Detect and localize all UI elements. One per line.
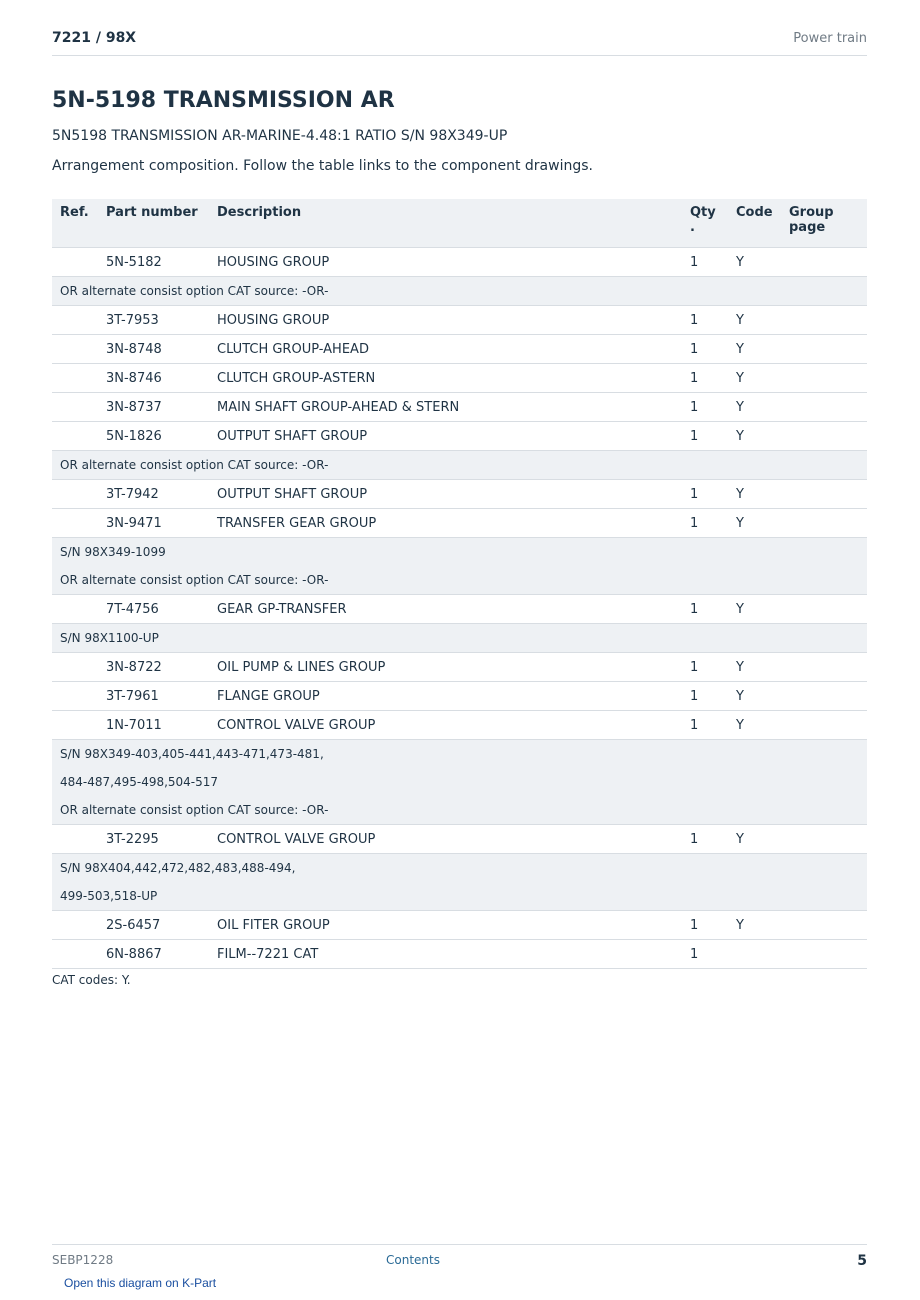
group-page-cell: [789, 595, 867, 624]
group-page-cell: [789, 682, 867, 711]
table-header-row: [52, 199, 867, 248]
col-header-qty: Qty .: [690, 199, 736, 248]
qty-cell: 1: [690, 248, 736, 277]
page-title: 5N-5198 TRANSMISSION AR: [52, 88, 395, 113]
table-row: [52, 393, 867, 422]
description-cell: OUTPUT SHAFT GROUP: [217, 422, 690, 451]
note-text: S/N 98X349-1099: [52, 538, 867, 567]
table-row: [52, 480, 867, 509]
qty-cell: 1: [690, 682, 736, 711]
description-cell: CONTROL VALVE GROUP: [217, 825, 690, 854]
note-text: OR alternate consist option CAT source: -OR-: [52, 277, 867, 306]
note-text: S/N 98X1100-UP: [52, 624, 867, 653]
table-row: [52, 364, 867, 393]
part-number-cell: 5N-5182: [106, 248, 217, 277]
part-number-cell: 3N-8746: [106, 364, 217, 393]
table-note-row: [52, 277, 867, 306]
code-cell: Y: [736, 393, 789, 422]
code-cell: [736, 940, 789, 969]
part-number-cell: 3N-9471: [106, 509, 217, 538]
table-row: [52, 825, 867, 854]
ref-cell: [52, 653, 106, 682]
group-page-cell: [789, 711, 867, 740]
description-cell: OUTPUT SHAFT GROUP: [217, 480, 690, 509]
note-text: S/N 98X404,442,472,482,483,488-494,: [52, 854, 867, 883]
qty-cell: 1: [690, 335, 736, 364]
parts-table-body: [52, 248, 867, 969]
qty-cell: 1: [690, 393, 736, 422]
ref-cell: [52, 595, 106, 624]
code-cell: Y: [736, 364, 789, 393]
ref-cell: [52, 364, 106, 393]
part-number-cell: 1N-7011: [106, 711, 217, 740]
group-page-cell: [789, 825, 867, 854]
table-note-row: [52, 882, 867, 911]
qty-cell: 1: [690, 825, 736, 854]
table-row: [52, 509, 867, 538]
table-row: [52, 940, 867, 969]
col-header-description: Description: [217, 199, 690, 248]
description-cell: GEAR GP-TRANSFER: [217, 595, 690, 624]
table-note-row: [52, 796, 867, 825]
qty-cell: 1: [690, 306, 736, 335]
table-row: [52, 711, 867, 740]
ref-cell: [52, 306, 106, 335]
code-cell: Y: [736, 911, 789, 940]
ref-cell: [52, 911, 106, 940]
ref-cell: [52, 393, 106, 422]
col-header-part-number: Part number: [106, 199, 217, 248]
part-number-cell: 7T-4756: [106, 595, 217, 624]
ref-cell: [52, 480, 106, 509]
qty-cell: 1: [690, 422, 736, 451]
note-text: 499-503,518-UP: [52, 882, 867, 911]
section-name: Power train: [793, 31, 867, 46]
col-header-ref: Ref.: [52, 199, 106, 248]
part-number-cell: 3N-8748: [106, 335, 217, 364]
group-page-cell: [789, 509, 867, 538]
cat-codes-note: CAT codes: Y.: [52, 973, 131, 987]
code-cell: Y: [736, 306, 789, 335]
description-cell: CLUTCH GROUP-AHEAD: [217, 335, 690, 364]
code-cell: Y: [736, 682, 789, 711]
description-cell: FLANGE GROUP: [217, 682, 690, 711]
ref-cell: [52, 940, 106, 969]
description-cell: CLUTCH GROUP-ASTERN: [217, 364, 690, 393]
code-cell: Y: [736, 653, 789, 682]
qty-cell: 1: [690, 940, 736, 969]
page-footer: [52, 1244, 867, 1275]
part-number-cell: 3T-7942: [106, 480, 217, 509]
qty-cell: 1: [690, 911, 736, 940]
col-header-group-page: Group page: [789, 199, 867, 248]
document-number: SEBP1228: [52, 1253, 114, 1267]
parts-table: [52, 199, 867, 969]
description-cell: CONTROL VALVE GROUP: [217, 711, 690, 740]
group-page-cell: [789, 364, 867, 393]
group-page-cell: [789, 422, 867, 451]
part-number-cell: 3T-2295: [106, 825, 217, 854]
group-page-cell: [789, 393, 867, 422]
page-header: [52, 28, 867, 56]
group-page-cell: [789, 653, 867, 682]
part-number-cell: 5N-1826: [106, 422, 217, 451]
qty-cell: 1: [690, 711, 736, 740]
note-text: OR alternate consist option CAT source: -OR-: [52, 566, 867, 595]
breadcrumb: 7221 / 98X: [52, 30, 137, 46]
description-cell: MAIN SHAFT GROUP-AHEAD & STERN: [217, 393, 690, 422]
qty-cell: 1: [690, 480, 736, 509]
qty-cell: 1: [690, 595, 736, 624]
code-cell: Y: [736, 825, 789, 854]
group-page-cell: [789, 940, 867, 969]
intro-text: Arrangement composition. Follow the table links to the component drawings.: [52, 158, 593, 174]
table-row: [52, 306, 867, 335]
qty-cell: 1: [690, 653, 736, 682]
group-page-cell: [789, 248, 867, 277]
table-note-row: [52, 566, 867, 595]
code-cell: Y: [736, 422, 789, 451]
group-page-cell: [789, 306, 867, 335]
ref-cell: [52, 335, 106, 364]
table-row: [52, 595, 867, 624]
code-cell: Y: [736, 595, 789, 624]
table-note-row: [52, 624, 867, 653]
contents-link[interactable]: Contents: [386, 1253, 440, 1267]
part-number-cell: 6N-8867: [106, 940, 217, 969]
table-row: [52, 653, 867, 682]
code-cell: Y: [736, 248, 789, 277]
table-note-row: [52, 854, 867, 883]
note-text: OR alternate consist option CAT source: -OR-: [52, 451, 867, 480]
description-cell: OIL PUMP & LINES GROUP: [217, 653, 690, 682]
description-cell: TRANSFER GEAR GROUP: [217, 509, 690, 538]
group-page-cell: [789, 480, 867, 509]
table-row: [52, 422, 867, 451]
note-text: OR alternate consist option CAT source: -OR-: [52, 796, 867, 825]
ref-cell: [52, 248, 106, 277]
code-cell: Y: [736, 335, 789, 364]
part-number-cell: 3N-8722: [106, 653, 217, 682]
description-cell: FILM--7221 CAT: [217, 940, 690, 969]
ref-cell: [52, 422, 106, 451]
ref-cell: [52, 825, 106, 854]
part-number-cell: 3N-8737: [106, 393, 217, 422]
part-number-cell: 3T-7953: [106, 306, 217, 335]
table-note-row: [52, 740, 867, 769]
description-cell: OIL FITER GROUP: [217, 911, 690, 940]
table-row: [52, 911, 867, 940]
open-kpart-link[interactable]: Open this diagram on K-Part: [64, 1276, 217, 1290]
code-cell: Y: [736, 480, 789, 509]
qty-cell: 1: [690, 364, 736, 393]
ref-cell: [52, 711, 106, 740]
table-row: [52, 248, 867, 277]
page-subtitle: 5N5198 TRANSMISSION AR-MARINE-4.48:1 RATIO S/N 98X349-UP: [52, 128, 508, 144]
table-note-row: [52, 768, 867, 796]
code-cell: Y: [736, 509, 789, 538]
table-note-row: [52, 451, 867, 480]
col-header-code: Code: [736, 199, 789, 248]
table-row: [52, 335, 867, 364]
description-cell: HOUSING GROUP: [217, 306, 690, 335]
group-page-cell: [789, 335, 867, 364]
description-cell: HOUSING GROUP: [217, 248, 690, 277]
group-page-cell: [789, 911, 867, 940]
part-number-cell: 2S-6457: [106, 911, 217, 940]
note-text: S/N 98X349-403,405-441,443-471,473-481,: [52, 740, 867, 769]
ref-cell: [52, 509, 106, 538]
qty-cell: 1: [690, 509, 736, 538]
ref-cell: [52, 682, 106, 711]
code-cell: Y: [736, 711, 789, 740]
part-number-cell: 3T-7961: [106, 682, 217, 711]
table-row: [52, 682, 867, 711]
note-text: 484-487,495-498,504-517: [52, 768, 867, 796]
page-number: 5: [857, 1253, 867, 1269]
table-note-row: [52, 538, 867, 567]
